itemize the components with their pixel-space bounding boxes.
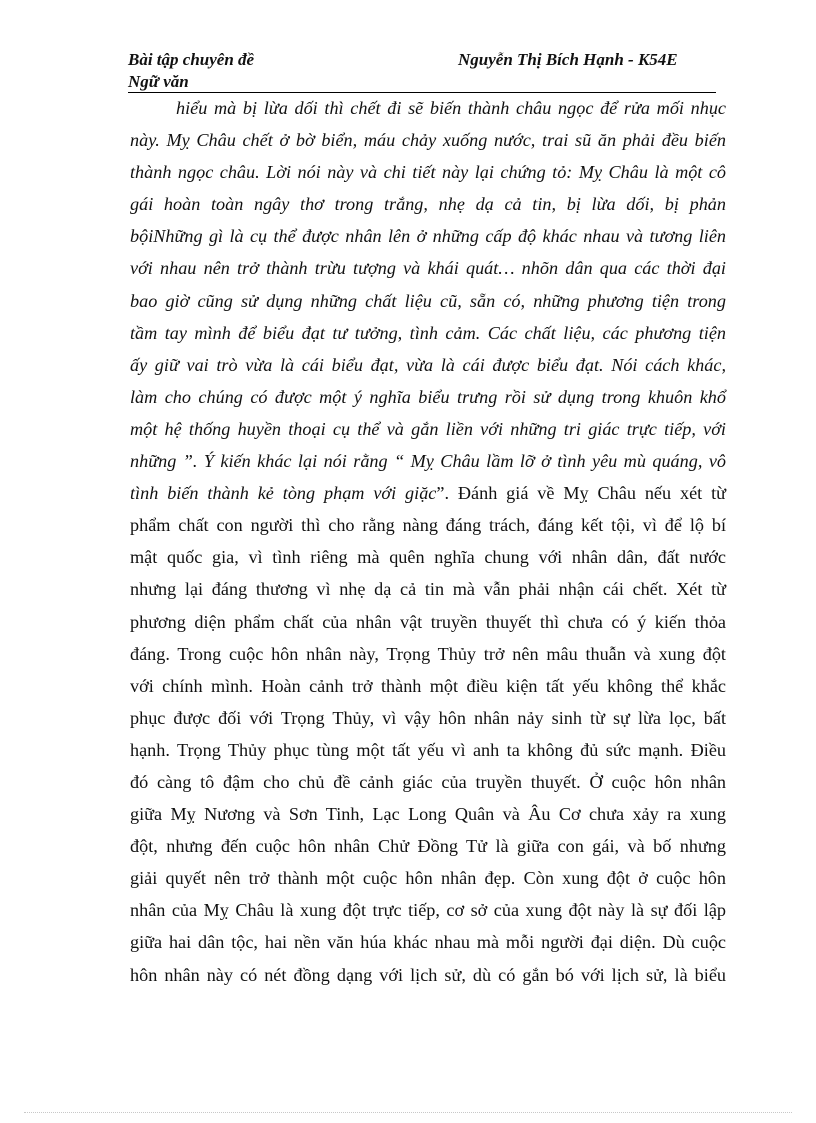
body-line: bao giờ cũng sử dụng những chất liệu cũ, sẵn có, những phương tiện trong xyxy=(130,290,726,311)
body-line: với nhau nên trở thành trừu tượng và khái quát… nhõn dân qua các thời đại xyxy=(130,258,726,279)
body-line: làm cho chúng có được một ý nghĩa biểu trưng rồi sử dụng trong khuôn khổ xyxy=(130,386,726,407)
body-line-mixed xyxy=(130,477,726,509)
body-line: thành ngọc châu. Lời nói này và chi tiết này lại chứng tỏ: Mỵ Châu là một cô xyxy=(130,162,726,183)
body-line: hạnh. Trọng Thủy phục tùng một tất yếu vì anh ta không đủ sức mạnh. Điều xyxy=(130,739,726,760)
body-line: ấy giữ vai trò vừa là cái biểu đạt, vừa là cái được biểu đạt. Nói cách khác, xyxy=(130,354,726,375)
body-line: này. Mỵ Châu chết ở bờ biển, máu chảy xuống nước, trai sũ ăn phải đều biến xyxy=(130,130,726,151)
quoted-opinion-end: tình biến thành kẻ tòng phạm với giặc xyxy=(130,483,437,504)
header-subject: Bài tập chuyên đề xyxy=(128,50,255,69)
body-line-mixed xyxy=(130,445,726,477)
body-line: nhân của Mỵ Châu là xung đột trực tiếp, cơ sở của xung đột này là sự đối lập xyxy=(130,900,726,921)
body-line: đột, nhưng đến cuộc hôn nhân Chử Đồng Tử là giữa con gái, và bố nhưng xyxy=(130,836,726,857)
body-line: hiểu mà bị lừa dối thì chết đi sẽ biến thành châu ngọc để rửa mối nhục xyxy=(176,98,726,118)
body-text-italic: những ”. Ý kiến khác lại nói rằng xyxy=(130,451,395,472)
body-line: nhưng lại đáng thương vì nhẹ dạ cả tin mà vẫn phải nhận cái chết. Xét từ xyxy=(130,579,726,600)
body-line: phương diện phẩm chất của nhân vật truyền thuyết thì chưa có ý kiến thỏa xyxy=(130,611,726,632)
body-line: giữa Mỵ Nương và Sơn Tinh, Lạc Long Quân và Âu Cơ chưa xảy ra xung xyxy=(130,804,726,825)
document-body xyxy=(130,92,726,991)
page-header xyxy=(128,50,716,94)
body-line: mật quốc gia, vì tình riêng mà quên nghĩa chung với nhân dân, đất nước xyxy=(130,547,726,568)
body-text: ”. Đánh giá về Mỵ Châu nếu xét từ xyxy=(436,483,727,504)
body-line: tầm tay mình để biểu đạt tư tưởng, tình cảm. Các chất liệu, các phương tiện xyxy=(130,322,726,343)
body-line: đáng. Trong cuộc hôn nhân này, Trọng Thủy trở nên mâu thuẫn và xung đột xyxy=(130,643,726,664)
body-line: đó càng tô đậm cho chủ đề cảnh giác của truyền thuyết. Ở cuộc hôn nhân xyxy=(130,771,726,792)
body-line: phục được đối với Trọng Thủy, vì vậy hôn nhân nảy sinh từ sự lừa lọc, bất xyxy=(130,707,726,728)
body-line: giữa hai dân tộc, hai nền văn húa khác nhau mà mỗi người đại diện. Dù cuộc xyxy=(130,932,726,953)
header-subject-line2: Ngữ văn xyxy=(128,72,189,91)
body-line: gái hoàn toàn ngây thơ trong trắng, nhẹ dạ cả tin, bị lừa dối, bị phản xyxy=(130,194,726,215)
body-line: một hệ thống huyền thoại cụ thể và gắn liền với những tri giác trực tiếp, với xyxy=(130,418,726,439)
quoted-opinion: “ Mỵ Châu lầm lỡ ở tình yêu mù quáng, vô xyxy=(394,451,726,472)
header-author: Nguyễn Thị Bích Hạnh - K54E xyxy=(458,50,678,69)
body-line: hôn nhân này có nét đồng dạng với lịch sử, dù có gắn bó với lịch sử, là biểu xyxy=(130,964,726,985)
body-line: giải quyết nên trở thành một cuộc hôn nhân đẹp. Còn xung đột ở cuộc hôn xyxy=(130,868,726,889)
body-line: với chính mình. Hoàn cảnh trở thành một điều kiện tất yếu không thể khắc xyxy=(130,675,726,696)
page-bottom-border xyxy=(24,1112,792,1113)
body-line: bộiNhững gì là cụ thể được nhân lên ở những cấp độ khác nhau và tương liên xyxy=(130,226,726,247)
body-line: phẩm chất con người thì cho rằng nàng đáng trách, đáng kết tội, vì để lộ bí xyxy=(130,515,726,536)
